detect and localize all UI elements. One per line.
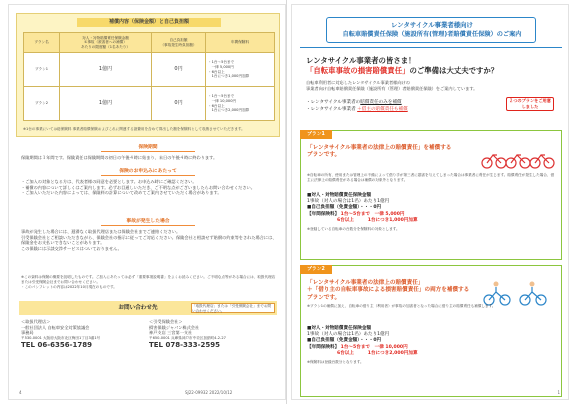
deductible-cell: 0円 xyxy=(152,87,206,121)
contact-box-note: 「取扱代理店」または「引受保険会社」までお問い合わせください。 xyxy=(191,303,275,313)
table-header: プラン名 xyxy=(24,33,60,53)
greeting-line-2 xyxy=(306,66,498,75)
plan-2-tab: プラン2 xyxy=(300,265,332,274)
section-title-application: 保険のお申込みにあたって xyxy=(101,169,195,176)
disclaimer-text: ※この資料は保険の概要を説明したものです。ご加入にあたっては必ず「重要事項説明書」をよくお読みください。ご不明な点等がある場合には、取扱代理店または引受保険会社までお問い合わせください。 ・このパンフレットの内容は2022年10月現在のものです。 xyxy=(21,275,276,289)
premium-label: 【年間保険料】 xyxy=(307,344,340,350)
coverage-amount: 1事故（対人の場合は1名）あたり1億円 xyxy=(307,199,390,205)
agent-label: ＜取扱代理店＞ xyxy=(21,319,51,324)
plan-1-title-line: プランです。 xyxy=(307,152,341,159)
bullet-item xyxy=(306,99,408,106)
header-line-1: レンタサイクル事業者様向け xyxy=(391,21,473,29)
two-plans-callout: ２つのプランをご用意しました xyxy=(506,97,554,111)
page-number-left: 4 xyxy=(19,390,22,395)
plan-2-title-line: 「レンタサイクル事業者の法律上の賠償責任」 xyxy=(307,280,424,286)
insurer-address: 〒650-0001 兵庫県神戸市中央区加納町4-2-27 xyxy=(149,335,226,340)
agent-contact xyxy=(21,319,145,350)
contact-header xyxy=(19,301,277,315)
insurer-label: ＜引受保険会社＞ xyxy=(149,319,183,324)
insurer-tel[interactable]: TEL 078-333-2595 xyxy=(149,340,220,349)
deductible-line: ■自己負担額（免責金額）・・・0円 xyxy=(307,205,382,211)
plans-table-note: ※1台の事業にいては総保険料 事業者賠償保険およびこれに関連する諸費用を含めて算出した額を保険料として収納させていただきます。 xyxy=(23,127,245,131)
left-page xyxy=(8,4,286,400)
premium-tier-b: 6台以上 1台につき1,000円加算 xyxy=(337,217,418,223)
document-code: SJ22-09932 2022/10/12 xyxy=(185,390,233,395)
bullet-emphasis: ＋借主の賠償責任も補償 xyxy=(357,107,408,112)
plan-2-footnote: ※保険料は登録台数分となります。 xyxy=(307,360,364,365)
plan-2-title xyxy=(307,280,475,302)
plan-2-details xyxy=(307,326,557,365)
insurer-name: 損害保険ジャパン株式会社 xyxy=(149,324,200,330)
deductible-cell: 0円 xyxy=(152,53,206,87)
premium-cell: ・1台～5台まで 一律 10,000円 ・6台以上 1台につき2,000円加算 xyxy=(206,87,275,121)
deductible-line: ■自己負担額（免責金額）・・・0円 xyxy=(307,338,382,344)
coverage-cell: 1億円 xyxy=(60,53,152,87)
agent-address: 〒530-0001 大阪府大阪市北区梅田1丁目3番1号 xyxy=(21,335,101,340)
premium-line xyxy=(307,218,557,224)
bullet-prefix: ・レンタサイクル事業者 xyxy=(306,107,358,112)
coverage-cell: 1億円 xyxy=(60,87,152,121)
bicycles-illustration xyxy=(479,143,557,171)
center-fold xyxy=(286,0,287,404)
agent-sub: 事務局 xyxy=(21,330,34,336)
page-number-right: 1 xyxy=(557,390,560,395)
insurer-sub: 神戸支店 三宮第一支社 xyxy=(149,330,193,336)
bullet-item xyxy=(306,106,408,113)
insurer-contact xyxy=(149,319,273,350)
bullet-emphasis: 賠償責任のみを補償 xyxy=(360,100,402,105)
intro-text: 自転車利用者に対応したレンタサイクル事業者様向けの 事業者向け自転車賠償責任保険（施設所有（管理）者賠償責任保険）をご案内しています。 xyxy=(306,80,478,91)
cyclists-illustration xyxy=(479,278,557,306)
premium-cell: ・1台～5台まで 一律 5,000円 ・6台以上 1台につき1,000円加算 xyxy=(206,53,275,87)
plan-2-box xyxy=(300,265,562,397)
greeting-highlight: 「自転車事故の損害賠償責任」 xyxy=(306,66,410,75)
plan-1-title xyxy=(307,145,475,160)
agent-tel[interactable]: TEL 06-6356-1789 xyxy=(21,340,92,349)
section-title-accident: 事故が発生した場合 xyxy=(101,219,195,226)
table-row xyxy=(24,87,275,121)
right-page xyxy=(291,4,569,400)
table-row xyxy=(24,53,275,87)
plan-1-box xyxy=(300,130,562,260)
plans-table xyxy=(23,32,275,121)
greeting-line-1: レンタサイクル事業者の皆さま！ xyxy=(306,56,416,65)
premium-tier-b: 6台以上 1台につき2,000円加算 xyxy=(337,350,418,356)
header-line-2: 自転車賠償責任保険（施設所有(管理)者賠償責任保険）のご案内 xyxy=(342,31,522,38)
plan-1-title-line: 「レンタサイクル事業者の法律上の賠償責任」を補償する xyxy=(307,145,452,151)
plans-summary-title: 補償内容（保険金額）と自己負担額 xyxy=(77,18,221,27)
table-header: 自己負担額 （事故発生時負担額） xyxy=(152,33,206,53)
plan-2-note: ※プラン1の補償に加え、自転車の借り主（利用者）が事故の加害者となった場合に借り主の賠償責任も補償します。 xyxy=(307,304,496,308)
premium-tier-a: 1台～5台まで 一律 5,000円 xyxy=(340,211,405,217)
right-header-box xyxy=(326,17,536,43)
coverage-amount: 1事故（対人の場合は1名）あたり1億円 xyxy=(307,332,390,338)
plan-name-cell: プラン2 xyxy=(24,87,60,121)
coverage-heading: ■対人・対物賠償責任保険金額 xyxy=(307,193,372,198)
section-body-period: 保険期間は１年間です。保険責任は保険期間の初日の午後４時に始まり、末日の午後４時に終わります。 xyxy=(21,155,218,160)
greeting-rest: のご準備は大丈夫ですか？ xyxy=(409,66,499,75)
plan-1-details xyxy=(307,193,557,232)
plan-1-note: ※自転車の所有、使用または管理上の不備によって借り手が第三者に損害を与えてしまった場合は事業者に責任が生じます。賠償責任が発生した場合、借主に法律上の賠償責任がある場合は補償の対象外となります。 xyxy=(307,173,555,182)
agent-name: 一般社団法人 自転車安全対策協議会 xyxy=(21,324,90,330)
coverage-heading: ■対人・対物賠償責任保険金額 xyxy=(307,326,372,331)
premium-label: 【年間保険料】 xyxy=(307,211,340,217)
premium-tier-a: 1台～5台まで 一律 10,000円 xyxy=(340,344,408,350)
plan-name-cell: プラン1 xyxy=(24,53,60,87)
section-title-period: 保険期間 xyxy=(101,145,195,152)
plan-2-title-line: ＋「借り主の自転車事故による損害賠償責任」の両方を補償する xyxy=(307,287,470,294)
plan-2-title-line: プランです。 xyxy=(307,294,341,301)
section-body-application: ・ご加入の対象となる方は、代表者様の同意を必要とします。お申込み時にご確認ください。 ・補償の内容について詳しくはご案内します。必ずお目通しいただき、ご不明な点がございましたらお問い合わせください。 ・ご加入いただいた内容によっては、保険料の計算について改めてご案内させていただく場合があります。 xyxy=(21,179,255,196)
plan-1-tab: プラン1 xyxy=(300,130,332,139)
contact-title: お問い合わせ先 xyxy=(118,305,158,311)
bullet-prefix: ・レンタサイクル事業者の xyxy=(306,100,361,105)
premium-line xyxy=(307,351,557,357)
table-header: 年間保険料 xyxy=(206,33,275,53)
header-divider xyxy=(300,47,562,48)
plan-1-footnote: ※登録している自転車の台数分を保険料の対象とします。 xyxy=(307,227,400,232)
plan-bullets xyxy=(306,99,408,113)
plans-summary-box xyxy=(16,13,280,137)
table-header: 対人・対物賠償責任保険金額 ①事故（被害者への補償） あたりの限度額（1名あたり） xyxy=(60,33,152,53)
section-body-accident: 事故が発生した場合には、遅滞なく取扱代理店または保険会社までご連絡ください。 引受保険会社とご相談いただきながら、保険会社の指示に従ってご対応ください。保険会社と相談せず賠償の約束等をされた場合には、保険金をお支払いできないことがあります。 この保険には示談交渉サービスはついておりません。 xyxy=(21,229,277,251)
